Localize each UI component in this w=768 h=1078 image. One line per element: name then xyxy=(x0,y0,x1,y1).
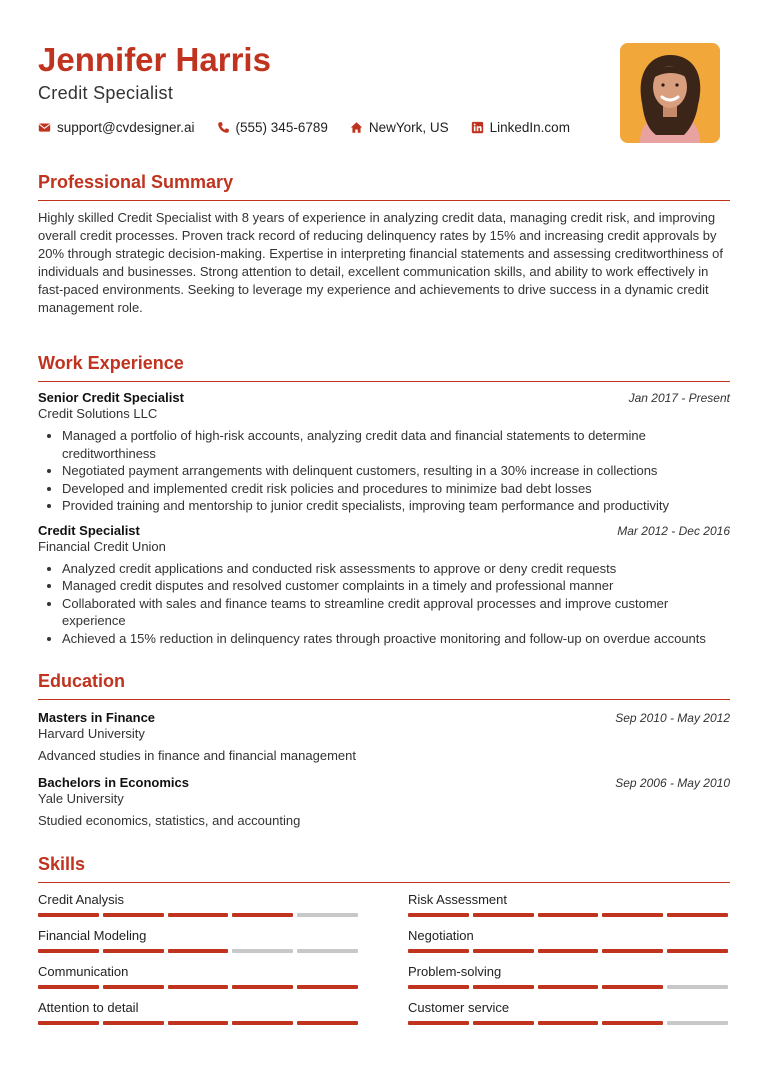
contact-location xyxy=(350,120,449,135)
skill-segment-filled xyxy=(232,1021,293,1025)
skill-item xyxy=(38,891,358,917)
education-description: Studied economics, statistics, and accounting xyxy=(38,813,301,828)
skills-heading: Skills xyxy=(38,854,86,874)
skill-name: Credit Analysis xyxy=(38,892,124,907)
skill-segment-filled xyxy=(602,913,663,917)
education-date: Sep 2010 - May 2012 xyxy=(615,711,730,725)
skill-level-bar xyxy=(38,949,358,953)
resume-header xyxy=(38,40,730,170)
skill-segment-filled xyxy=(602,985,663,989)
contact-phone[interactable] xyxy=(217,120,328,135)
section-divider xyxy=(38,381,730,382)
linkedin-text: LinkedIn.com xyxy=(489,120,570,135)
skill-segment-filled xyxy=(602,1021,663,1025)
contact-linkedin[interactable] xyxy=(471,120,570,135)
skill-item xyxy=(408,999,728,1025)
list-item: • Collaborated with sales and finance teams to streamline credit approval processes and improve customer experience xyxy=(62,595,730,630)
skill-segment-filled xyxy=(408,913,469,917)
job-title: Senior Credit Specialist xyxy=(38,390,184,405)
skill-segment-filled xyxy=(667,949,728,953)
skill-segment-filled xyxy=(103,985,164,989)
job-entry xyxy=(38,523,730,648)
skill-segment-filled xyxy=(473,985,534,989)
section-divider xyxy=(38,699,730,700)
skill-segment-empty xyxy=(232,949,293,953)
skill-segment-filled xyxy=(408,985,469,989)
skill-name: Attention to detail xyxy=(38,1000,139,1015)
skill-item xyxy=(38,999,358,1025)
skill-segment-filled xyxy=(168,913,229,917)
candidate-title: Credit Specialist xyxy=(38,83,174,103)
skill-name: Communication xyxy=(38,964,129,979)
job-bullets xyxy=(38,427,730,515)
skill-segment-filled xyxy=(538,1021,599,1025)
degree-title: Bachelors in Economics xyxy=(38,775,189,790)
skill-name: Risk Assessment xyxy=(408,892,507,907)
skills-grid xyxy=(38,891,730,1025)
education-entry xyxy=(38,775,730,830)
list-item: • Managed credit disputes and resolved customer complaints in a timely and professional manner xyxy=(62,577,730,595)
skill-segment-empty xyxy=(297,949,358,953)
summary-text: Highly skilled Credit Specialist with 8 years of experience in analyzing credit data, managing credit risk, and improving overall credit processes. Proven track record of reducing delinquency rates by 15% and increasing credit approvals by 20% through strategic decision-making. Expertise in interpreting financial statements and assessing creditworthiness of individuals and businesses. Strong attention to detail, excellent communication skills, and ability to work effectively in fast-paced environments. Seeking to leverage my experience and achievements to drive success in a dynamic credit management role. xyxy=(38,210,724,315)
skill-name: Negotiation xyxy=(408,928,474,943)
skill-item xyxy=(38,963,358,989)
skill-level-bar xyxy=(408,985,728,989)
skill-item xyxy=(408,891,728,917)
skill-segment-empty xyxy=(667,985,728,989)
school-name: Harvard University xyxy=(38,726,145,741)
degree-title: Masters in Finance xyxy=(38,710,156,725)
profile-portrait-icon xyxy=(620,43,720,143)
section-divider xyxy=(38,200,730,201)
job-entry xyxy=(38,390,730,515)
linkedin-icon xyxy=(471,121,484,134)
education-date: Sep 2006 - May 2010 xyxy=(615,776,730,790)
envelope-icon xyxy=(38,121,51,134)
skill-segment-filled xyxy=(538,985,599,989)
job-company: Credit Solutions LLC xyxy=(38,406,158,421)
education-heading: Education xyxy=(38,671,126,691)
skill-segment-filled xyxy=(297,985,358,989)
skill-level-bar xyxy=(408,1021,728,1025)
skill-segment-filled xyxy=(38,913,99,917)
skill-name: Customer service xyxy=(408,1000,510,1015)
skill-segment-filled xyxy=(38,985,99,989)
skill-name: Problem-solving xyxy=(408,964,502,979)
list-item: • Managed a portfolio of high-risk accounts, analyzing credit data and financial statements to determine creditworthiness xyxy=(62,427,730,462)
skill-segment-filled xyxy=(103,949,164,953)
skill-segment-filled xyxy=(667,913,728,917)
job-title: Credit Specialist xyxy=(38,522,140,538)
list-item: • Developed and implemented credit risk policies and procedures to minimize bad debt losses xyxy=(62,480,730,498)
skill-level-bar xyxy=(408,913,728,917)
list-item: • Achieved a 15% reduction in delinquency rates through proactive monitoring and follow-up on overdue accounts xyxy=(62,630,730,648)
job-company: Financial Credit Union xyxy=(38,538,166,554)
skill-segment-filled xyxy=(408,1021,469,1025)
skill-segment-filled xyxy=(168,985,229,989)
email-text: support@cvdesigner.ai xyxy=(57,120,195,135)
job-date: Mar 2012 - Dec 2016 xyxy=(617,523,730,538)
profile-photo xyxy=(620,43,720,143)
home-icon xyxy=(350,121,363,134)
skill-segment-filled xyxy=(473,949,534,953)
skill-segment-filled xyxy=(408,949,469,953)
skill-item xyxy=(408,927,728,953)
education-description: Advanced studies in finance and financial management xyxy=(38,748,356,763)
summary-section xyxy=(38,170,730,317)
job-bullets xyxy=(38,560,730,648)
list-item: • Negotiated payment arrangements with delinquent customers, resulting in a 30% increase in collections xyxy=(62,462,730,480)
skill-level-bar xyxy=(38,1021,358,1025)
experience-section xyxy=(38,351,730,647)
phone-icon xyxy=(217,121,230,134)
skill-segment-filled xyxy=(538,949,599,953)
skills-section xyxy=(38,852,730,1025)
contact-email[interactable] xyxy=(38,120,195,135)
summary-heading: Professional Summary xyxy=(38,172,234,192)
skill-segment-filled xyxy=(538,913,599,917)
experience-heading: Work Experience xyxy=(38,353,184,373)
education-section xyxy=(38,669,730,830)
skill-segment-filled xyxy=(473,1021,534,1025)
candidate-name: Jennifer Harris xyxy=(38,41,271,78)
school-name: Yale University xyxy=(38,791,124,806)
skill-segment-filled xyxy=(297,1021,358,1025)
skill-segment-filled xyxy=(103,1021,164,1025)
education-entry xyxy=(38,710,730,765)
skill-item xyxy=(408,963,728,989)
skill-segment-filled xyxy=(38,949,99,953)
skill-segment-empty xyxy=(667,1021,728,1025)
skill-segment-filled xyxy=(38,1021,99,1025)
skill-item xyxy=(38,927,358,953)
list-item: • Provided training and mentorship to junior credit specialists, improving team performance and productivity xyxy=(62,497,730,515)
job-date: Jan 2017 - Present xyxy=(628,391,730,405)
skill-name: Financial Modeling xyxy=(38,928,147,943)
section-divider xyxy=(38,882,730,883)
skill-level-bar xyxy=(38,913,358,917)
skill-segment-empty xyxy=(297,913,358,917)
skill-segment-filled xyxy=(168,949,229,953)
skill-segment-filled xyxy=(168,1021,229,1025)
location-text: NewYork, US xyxy=(368,120,449,135)
skill-segment-filled xyxy=(232,985,293,989)
skill-segment-filled xyxy=(602,949,663,953)
skill-segment-filled xyxy=(232,913,293,917)
list-item: • Analyzed credit applications and conducted risk assessments to approve or deny credit requests xyxy=(62,560,730,578)
phone-text: (555) 345-6789 xyxy=(235,120,328,135)
skill-level-bar xyxy=(38,985,358,989)
skill-segment-filled xyxy=(103,913,164,917)
skill-segment-filled xyxy=(473,913,534,917)
skill-level-bar xyxy=(408,949,728,953)
